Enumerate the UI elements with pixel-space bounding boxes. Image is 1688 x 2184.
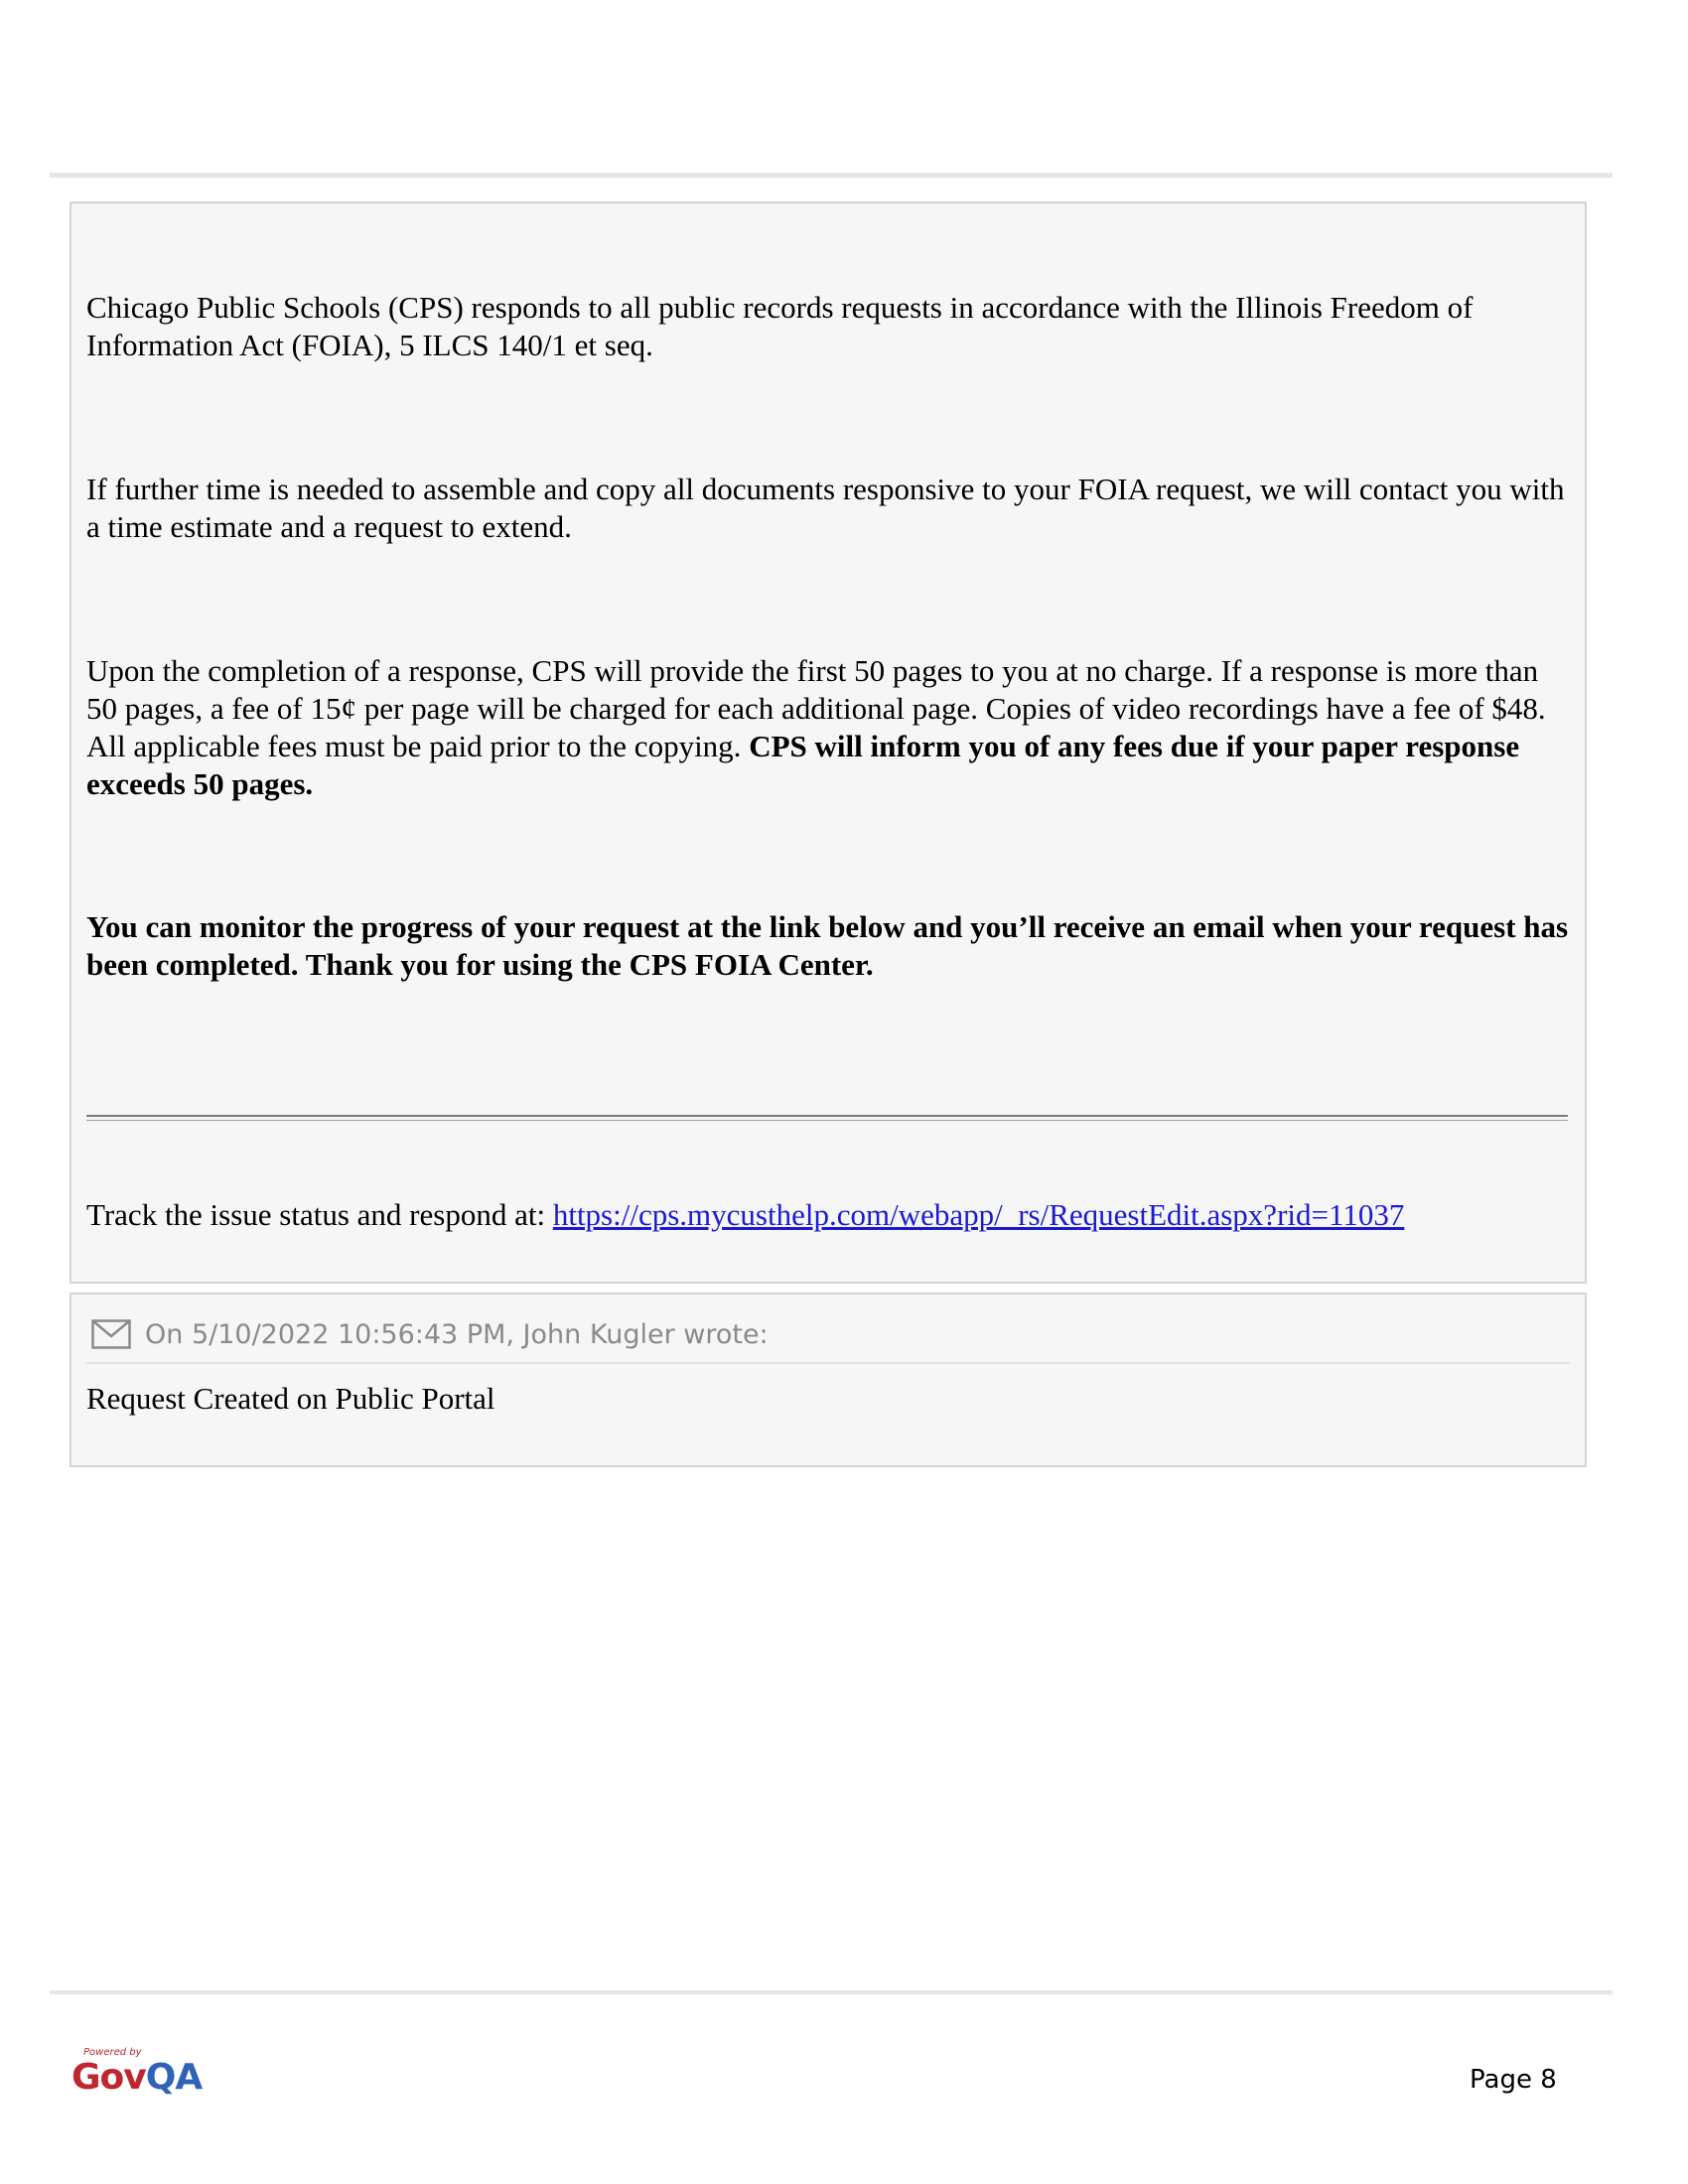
previous-message-header [91,1314,769,1354]
powered-by-text: Powered by [83,2047,142,2058]
track-status-line [86,1196,1404,1234]
page-number: Page 8 [1470,2065,1557,2095]
time-extension-paragraph: If further time is needed to assemble and copy all documents responsive to your FOIA request, we will contact you with a time estimate and a request to extend. [86,472,1565,544]
govqa-logo [71,2047,211,2101]
foia-intro-paragraph: Chicago Public Schools (CPS) responds to all public records requests in accordance with the Illinois Freedom of Information Act (FOIA), 5 ILCS 140/1 et seq. [86,290,1474,362]
logo-qa: QA [145,2057,203,2098]
fees-paragraph [86,652,1576,803]
message-divider [86,1115,1568,1121]
previous-message-meta: On 5/10/2022 10:56:43 PM, John Kugler wrote: [145,1318,769,1350]
previous-message-separator [86,1362,1570,1364]
fees-text: Upon the completion of a response, CPS will provide the first 50 pages to you at no charge. If a response is more than 50 pages, a fee of 15¢ per page will be charged for each additional page. Copies of video recordings have a fee of $48. All applicable fees must be paid prior to the copying. [86,653,1546,763]
header-divider [50,173,1613,178]
fees-notice-bold: CPS will inform you of any fees due if your paper response exceeds 50 pages. [86,729,1520,801]
message-panel [70,202,1587,1284]
monitor-progress-paragraph: You can monitor the progress of your request at the link below and you’ll receive an email when your request has been completed. Thank you for using the CPS FOIA Center. [86,909,1569,982]
previous-message-panel [70,1293,1587,1467]
logo-gov: Gov [71,2057,146,2098]
request-edit-link[interactable]: https://cps.mycusthelp.com/webapp/_rs/RequestEdit.aspx?rid=11037 [552,1197,1405,1232]
previous-message-body: Request Created on Public Portal [86,1381,495,1416]
envelope-icon [91,1319,131,1349]
footer-divider [50,1990,1613,1994]
govqa-wordmark [71,2057,202,2099]
track-label: Track the issue status and respond at: [86,1197,553,1232]
